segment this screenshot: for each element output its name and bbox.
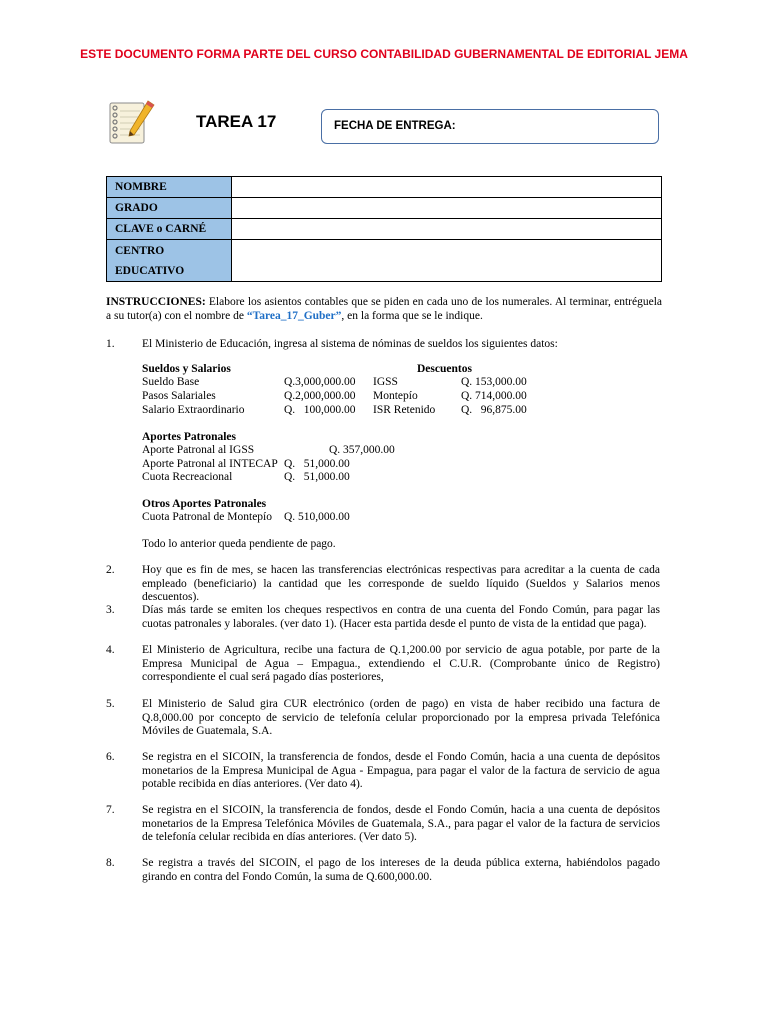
descuento-amount: Q. 153,000.00 <box>461 376 527 388</box>
instructions-text1: Elabore los asientos contables que se piden en cada uno de los numerales. Al terminar, entréguela a su tutor(a) con el nombre de <box>106 296 662 322</box>
item-number: 1. <box>106 338 115 350</box>
list-item: El Ministerio de Agricultura, recibe una factura de Q.1,200.00 por servicio de agua potable, por parte de la Empresa Municipal de Agua – Empagua., extendiendo el C.U.R. (Comprobante único de Registro) correspondiente el cual será pagado días posteriores, <box>142 644 660 683</box>
sueldo-amount: Q.3,000,000.00 <box>284 376 356 388</box>
otros-title: Otros Aportes Patronales <box>142 498 267 510</box>
aportes-title: Aportes Patronales <box>142 431 237 443</box>
item1-closing: Todo lo anterior queda pendiente de pago. <box>142 538 336 550</box>
centro-label-line1: CENTRO <box>115 244 165 257</box>
descuento-label: IGSS <box>373 376 398 388</box>
sueldo-label: Pasos Salariales <box>142 390 216 402</box>
grado-label: GRADO <box>107 198 232 219</box>
item-number: 6. <box>106 751 115 763</box>
otro-amount: Q. 510,000.00 <box>284 511 350 523</box>
table-row <box>107 219 662 240</box>
clave-field[interactable] <box>232 219 662 240</box>
list-item: Hoy que es fin de mes, se hacen las transferencias electrónicas respectivas para acreditar a la cuenta de cada empleado (beneficiario) la cantidad que les corresponde de sueldo líquido (Sueldos y Salarios menos descuentos). <box>142 564 660 603</box>
aporte-label: Aporte Patronal al INTECAP <box>142 458 278 470</box>
header-note: ESTE DOCUMENTO FORMA PARTE DEL CURSO CONTABILIDAD GUBERNAMENTAL DE EDITORIAL JEMA <box>80 47 688 61</box>
notepad-pencil-icon <box>104 99 156 147</box>
instructions-filename: “Tarea_17_Guber” <box>246 309 342 322</box>
descuento-amount: Q. 714,000.00 <box>461 390 527 402</box>
list-item: Se registra en el SICOIN, la transferencia de fondos, desde el Fondo Común, hacia a una cuenta de depósitos monetarios de la Empresa Municipal de Agua - Empagua, para pagar el valor de la factura de servicio de agua potable recibida en días anteriores. (Ver dato 4). <box>142 751 660 790</box>
page-title: TAREA 17 <box>196 112 277 131</box>
item-number: 2. <box>106 564 115 576</box>
item-number: 8. <box>106 857 115 869</box>
sueldo-amount: Q.2,000,000.00 <box>284 390 356 402</box>
item-number: 3. <box>106 604 115 616</box>
list-item: El Ministerio de Salud gira CUR electrónico (orden de pago) en vista de haber recibido una factura de Q.8,000.00 por concepto de servicio de telefonía celular proporcionado por la empresa privada Telefónica Móviles de Guatemala, S.A. <box>142 698 660 737</box>
instructions-label: INSTRUCCIONES: <box>106 296 206 308</box>
grado-field[interactable] <box>232 198 662 219</box>
table-row <box>107 177 662 198</box>
list-item: Se registra en el SICOIN, la transferencia de fondos, desde el Fondo Común, hacia a una cuenta de depósitos monetarios de la Empresa Telefónica Móviles de Guatemala, S.A., para pagar el valor de la factura de servicios de telefonía celular recibida en días anteriores. (Ver dato 5). <box>142 804 660 843</box>
descuentos-title: Descuentos <box>417 363 472 375</box>
aporte-label: Aporte Patronal al IGSS <box>142 444 255 456</box>
item-number: 5. <box>106 698 115 710</box>
sueldo-label: Salario Extraordinario <box>142 404 245 416</box>
item1-intro: El Ministerio de Educación, ingresa al sistema de nóminas de sueldos los siguientes datos: <box>142 338 558 350</box>
otro-label: Cuota Patronal de Montepío <box>142 511 272 523</box>
sueldo-label: Sueldo Base <box>142 376 200 388</box>
delivery-date-label: FECHA DE ENTREGA: <box>334 120 456 132</box>
nombre-label: NOMBRE <box>107 177 232 198</box>
item-number: 4. <box>106 644 115 656</box>
centro-field[interactable] <box>232 240 662 282</box>
clave-label: CLAVE o CARNÉ <box>107 219 232 240</box>
instructions <box>106 296 662 323</box>
instructions-text2: , en la forma que se le indique. <box>341 309 483 322</box>
centro-label-line2: EDUCATIVO <box>115 264 185 277</box>
nombre-field[interactable] <box>232 177 662 198</box>
centro-label <box>107 240 232 282</box>
table-row <box>107 240 662 282</box>
aporte-amount: Q. 51,000.00 <box>284 458 350 470</box>
descuento-label: ISR Retenido <box>373 404 436 416</box>
table-row <box>107 198 662 219</box>
sueldos-title: Sueldos y Salarios <box>142 363 231 375</box>
aporte-amount: Q. 51,000.00 <box>284 471 350 483</box>
descuento-label: Montepío <box>373 390 418 402</box>
descuento-amount: Q. 96,875.00 <box>461 404 527 416</box>
aporte-amount: Q. 357,000.00 <box>329 444 395 456</box>
aporte-label: Cuota Recreacional <box>142 471 233 483</box>
delivery-date-box[interactable] <box>321 109 659 144</box>
list-item: Se registra a través del SICOIN, el pago de los intereses de la deuda pública externa, habiéndolos pagado girando en contra del Fondo Común, la suma de Q.600,000.00. <box>142 857 660 883</box>
list-item: Días más tarde se emiten los cheques respectivos en contra de una cuenta del Fondo Común, para pagar las cuotas patronales y laborales. (ver dato 1). (Hacer esta partida desde el punto de vista de la entidad que paga). <box>142 604 660 630</box>
student-info-table <box>106 176 662 282</box>
item-number: 7. <box>106 804 115 816</box>
sueldo-amount: Q. 100,000.00 <box>284 404 356 416</box>
